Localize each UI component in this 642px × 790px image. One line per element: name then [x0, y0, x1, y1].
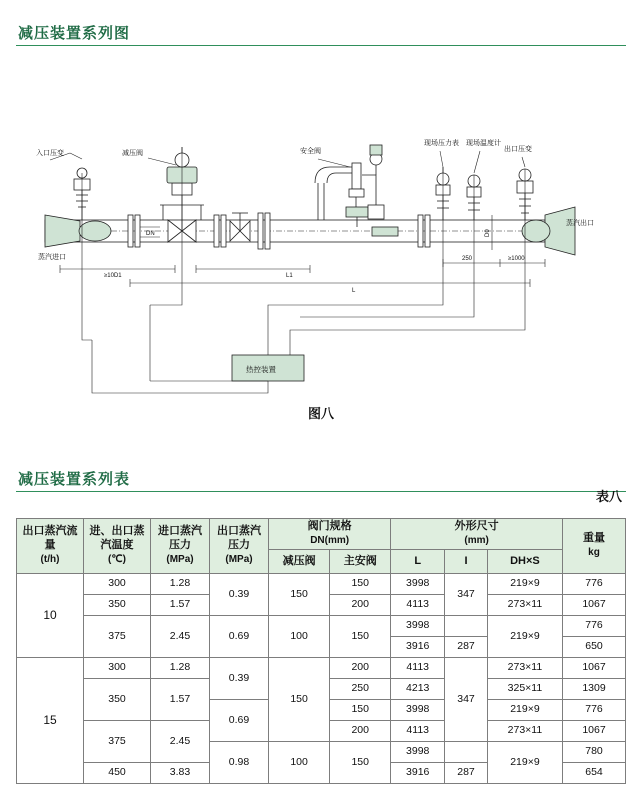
cell-temp: 300: [84, 574, 151, 595]
label-steam-outlet: 蒸汽出口: [566, 220, 594, 227]
th-pin-unit: (MPa): [166, 553, 194, 565]
cell-dim-i: [445, 742, 488, 763]
th-pin: [151, 519, 210, 574]
dim-dn: DN: [146, 231, 155, 237]
label-inlet-transmitter: 入口压变: [36, 150, 64, 157]
cell-dim-i: 287: [445, 763, 488, 784]
cell-pin: 2.45: [151, 721, 210, 763]
cell-dim-dhs: 219×9: [487, 700, 562, 721]
th-temp-text: 进、出口蒸汽温度: [89, 525, 145, 552]
cell-valve-main: 200: [330, 595, 391, 616]
cell-valve-main: 200: [330, 721, 391, 742]
cell-pin: 1.57: [151, 595, 210, 616]
spec-table: [16, 518, 626, 784]
cell-dim-l: 4113: [391, 721, 445, 742]
dim-l: L: [352, 288, 356, 294]
cell-weight: 780: [563, 742, 626, 763]
cell-flow: 10: [17, 574, 84, 658]
cell-temp: 375: [84, 721, 151, 763]
cell-weight: 776: [563, 616, 626, 637]
th-pin-text: 进口蒸汽压力: [158, 525, 202, 552]
dim-10d1: ≥10D1: [104, 273, 122, 279]
th-valve-reducing: 减压阀: [269, 550, 330, 574]
th-dims: [391, 519, 563, 550]
diagram-title-divider: [16, 45, 626, 46]
cell-valve-reducing: 100: [269, 616, 330, 658]
th-valve-spec: [269, 519, 391, 550]
cell-pout: 0.39: [210, 574, 269, 616]
figure-caption: 图八: [307, 406, 334, 421]
cell-dim-l: 3916: [391, 637, 445, 658]
dim-250: 250: [462, 256, 473, 262]
cell-weight: 1309: [563, 679, 626, 700]
th-flow-unit: (t/h): [40, 553, 60, 565]
cell-pout: 0.98: [210, 742, 269, 784]
device-series-table: [16, 518, 626, 784]
cell-dim-dhs: 219×9: [487, 574, 562, 595]
cell-dim-l: 3998: [391, 574, 445, 595]
cell-pin: 3.83: [151, 763, 210, 784]
cell-valve-reducing: 150: [269, 658, 330, 742]
th-dim-dhs: DH×S: [487, 550, 562, 574]
cell-dim-i: 347: [445, 658, 488, 742]
th-pout: [210, 519, 269, 574]
cell-flow: 15: [17, 658, 84, 784]
cell-dim-dhs: 273×11: [487, 595, 562, 616]
cell-valve-main: 200: [330, 658, 391, 679]
cell-valve-main: 250: [330, 679, 391, 700]
cell-valve-main: 150: [330, 616, 391, 658]
cell-valve-main: 150: [330, 742, 391, 784]
cell-dim-l: 4113: [391, 658, 445, 679]
cell-weight: 1067: [563, 721, 626, 742]
th-valve-spec-unit: DN(mm): [310, 535, 350, 547]
th-weight-text: 重量: [583, 532, 605, 545]
cell-valve-reducing: 100: [269, 742, 330, 784]
th-dims-text: 外形尺寸: [454, 520, 499, 533]
cell-weight: 776: [563, 574, 626, 595]
cell-temp: 450: [84, 763, 151, 784]
label-reducing-valve: 减压阀: [122, 150, 143, 157]
cell-dim-l: 3998: [391, 742, 445, 763]
cell-dim-l: 4213: [391, 679, 445, 700]
th-temp-unit: (℃): [108, 553, 126, 565]
th-dim-i: I: [445, 550, 488, 574]
cell-dim-dhs: 325×11: [487, 679, 562, 700]
label-steam-inlet: 蒸汽进口: [38, 254, 66, 261]
label-pressure-gauge: 现场压力表: [424, 140, 459, 147]
th-flow: [17, 519, 84, 574]
th-valve-main: 主安阀: [330, 550, 391, 574]
table-row: [17, 658, 626, 679]
cell-dim-l: 3998: [391, 616, 445, 637]
th-valve-spec-text: 阀门规格: [307, 520, 352, 533]
th-weight-unit: kg: [588, 547, 600, 558]
cell-temp: 350: [84, 679, 151, 721]
cell-dim-i: 287: [445, 637, 488, 658]
cell-pin: 1.28: [151, 658, 210, 679]
th-weight: [563, 519, 626, 574]
label-outlet-transmitter: 出口压变: [504, 146, 532, 153]
table-section-title: 减压装置系列表: [18, 471, 131, 488]
cell-weight: 1067: [563, 658, 626, 679]
th-flow-text: 出口蒸汽流量: [22, 525, 78, 552]
cell-temp: 300: [84, 658, 151, 679]
cell-valve-reducing: 150: [269, 574, 330, 616]
dim-l1: L1: [286, 273, 293, 279]
cell-weight: 776: [563, 700, 626, 721]
cell-dim-l: 3998: [391, 700, 445, 721]
pressure-reducing-device-diagram: [0, 55, 642, 400]
label-thermometer: 现场温度计: [466, 140, 501, 147]
table-title-divider: [16, 491, 626, 492]
cell-dim-dhs: 273×11: [487, 658, 562, 679]
cell-dim-dhs: 219×9: [487, 616, 562, 658]
label-safety-valve: 安全阀: [300, 148, 321, 155]
cell-pin: 1.28: [151, 574, 210, 595]
label-controller: 热控装置: [246, 365, 276, 374]
cell-dim-dhs: 219×9: [487, 742, 562, 784]
cell-weight: 650: [563, 637, 626, 658]
dim-1000: ≥1000: [508, 256, 525, 262]
cell-valve-main: 150: [330, 700, 391, 721]
dim-d0: D0: [485, 229, 491, 237]
cell-dim-i: [445, 616, 488, 637]
table-row: [17, 574, 626, 595]
cell-dim-i: 347: [445, 574, 488, 616]
th-dim-l: L: [391, 550, 445, 574]
cell-temp: 375: [84, 616, 151, 658]
th-pout-text: 出口蒸汽压力: [217, 525, 261, 552]
cell-pout: 0.69: [210, 700, 269, 742]
cell-dim-dhs: 273×11: [487, 721, 562, 742]
cell-weight: 1067: [563, 595, 626, 616]
th-pout-unit: (MPa): [225, 553, 253, 565]
cell-pin: 1.57: [151, 679, 210, 721]
cell-pin: 2.45: [151, 616, 210, 658]
table-row: [17, 616, 626, 637]
cell-pout: 0.69: [210, 616, 269, 658]
cell-weight: 654: [563, 763, 626, 784]
table-caption: 表八: [595, 489, 622, 504]
th-dims-unit: (mm): [464, 535, 489, 547]
diagram-section-title: 减压装置系列图: [18, 25, 131, 42]
cell-temp: 350: [84, 595, 151, 616]
table-header-row: [17, 519, 626, 550]
th-temp: [84, 519, 151, 574]
cell-dim-l: 3916: [391, 763, 445, 784]
cell-valve-main: 150: [330, 574, 391, 595]
cell-dim-l: 4113: [391, 595, 445, 616]
cell-pout: 0.39: [210, 658, 269, 700]
